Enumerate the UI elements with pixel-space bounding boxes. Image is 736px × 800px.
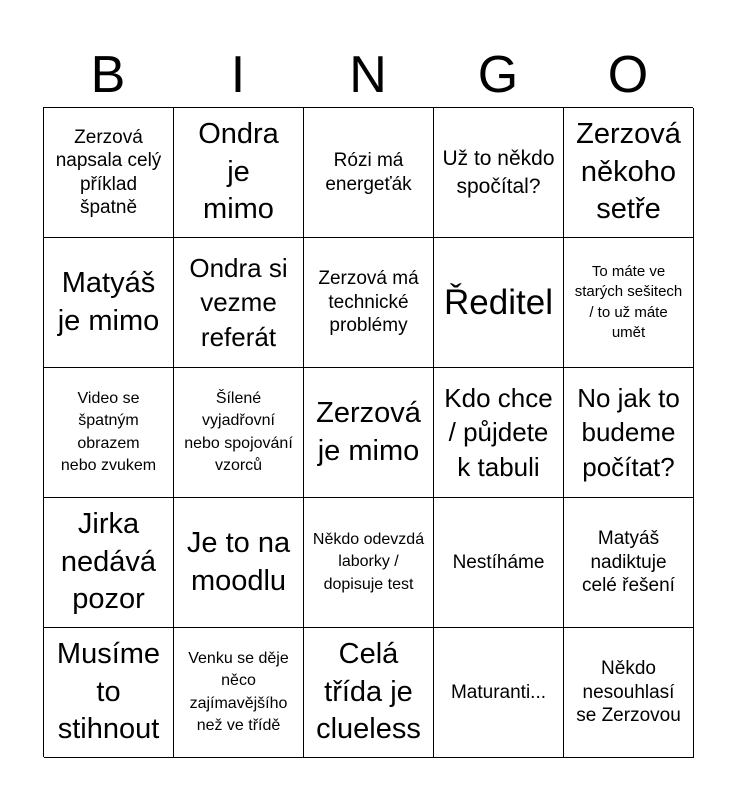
bingo-cell[interactable]: [44, 108, 174, 238]
bingo-cell[interactable]: [44, 498, 174, 628]
bingo-cell[interactable]: [174, 368, 304, 498]
cell-text: Video se špatným obrazem nebo zvukem: [60, 389, 157, 474]
cell-text: Nestíháme: [452, 551, 545, 573]
cell-text: Maturanti...: [450, 681, 547, 703]
cell-text: Někdo nesouhlasí se Zerzovou: [576, 658, 681, 727]
cell-text: Celá třída je clueless: [316, 637, 421, 746]
bingo-cell[interactable]: [44, 628, 174, 758]
cell-text: Matyáš nadiktuje celé řešení: [582, 528, 675, 597]
bingo-cell[interactable]: [564, 368, 694, 498]
bingo-cell[interactable]: [564, 628, 694, 758]
bingo-cell[interactable]: [304, 498, 434, 628]
bingo-cell[interactable]: [304, 368, 434, 498]
bingo-cell[interactable]: [304, 238, 434, 368]
cell-text: Ředitel: [444, 282, 553, 322]
cell-text: Zerzová někoho setře: [576, 117, 681, 226]
cell-text: Už to někdo spočítal?: [442, 147, 555, 198]
bingo-cell[interactable]: [434, 498, 564, 628]
header-letter-i: I: [230, 46, 246, 104]
bingo-cell[interactable]: [44, 238, 174, 368]
bingo-cell[interactable]: [564, 238, 694, 368]
bingo-cell[interactable]: [434, 368, 564, 498]
cell-text: Ondra si vezme referát: [189, 253, 288, 352]
header-letter-g: G: [477, 46, 519, 104]
bingo-cell[interactable]: [434, 108, 564, 238]
bingo-cell[interactable]: [174, 108, 304, 238]
bingo-cell[interactable]: [174, 238, 304, 368]
bingo-cell[interactable]: [434, 238, 564, 368]
header-letter-b: B: [90, 46, 126, 104]
cell-text: Zerzová je mimo: [316, 396, 421, 467]
bingo-header: [43, 44, 693, 106]
header-letter-o: O: [607, 46, 649, 104]
cell-text: Venku se děje něco zajímavějšího než ve třídě: [188, 649, 289, 734]
cell-text: To máte ve starých sešitech / to už máte umět: [574, 263, 683, 341]
bingo-cell[interactable]: [44, 368, 174, 498]
bingo-cell[interactable]: [564, 108, 694, 238]
bingo-cell[interactable]: [304, 628, 434, 758]
cell-text: Je to na moodlu: [186, 526, 291, 597]
bingo-cell[interactable]: [564, 498, 694, 628]
bingo-cell[interactable]: [174, 498, 304, 628]
cell-text: Zerzová napsala celý příklad špatně: [55, 126, 162, 218]
cell-text: Kdo chce / půjdete k tabuli: [444, 383, 553, 482]
bingo-cell[interactable]: [434, 628, 564, 758]
cell-text: Někdo odevzdá laborky / dopisuje test: [312, 530, 425, 593]
bingo-grid: [43, 107, 693, 757]
cell-text: Rózi má energeťák: [325, 150, 412, 195]
cell-text: No jak to budeme počítat?: [577, 383, 680, 482]
cell-text: Matyáš je mimo: [57, 266, 160, 337]
bingo-cell[interactable]: [174, 628, 304, 758]
cell-text: Zerzová má technické problémy: [318, 268, 419, 337]
cell-text: Jirka nedává pozor: [60, 507, 157, 616]
header-letter-n: N: [349, 46, 387, 104]
cell-text: Musíme to stihnout: [56, 637, 161, 746]
cell-text: Ondra je mimo: [198, 117, 279, 226]
bingo-cell[interactable]: [304, 108, 434, 238]
cell-text: Šílené vyjadřovní nebo spojování vzorců: [184, 389, 293, 474]
